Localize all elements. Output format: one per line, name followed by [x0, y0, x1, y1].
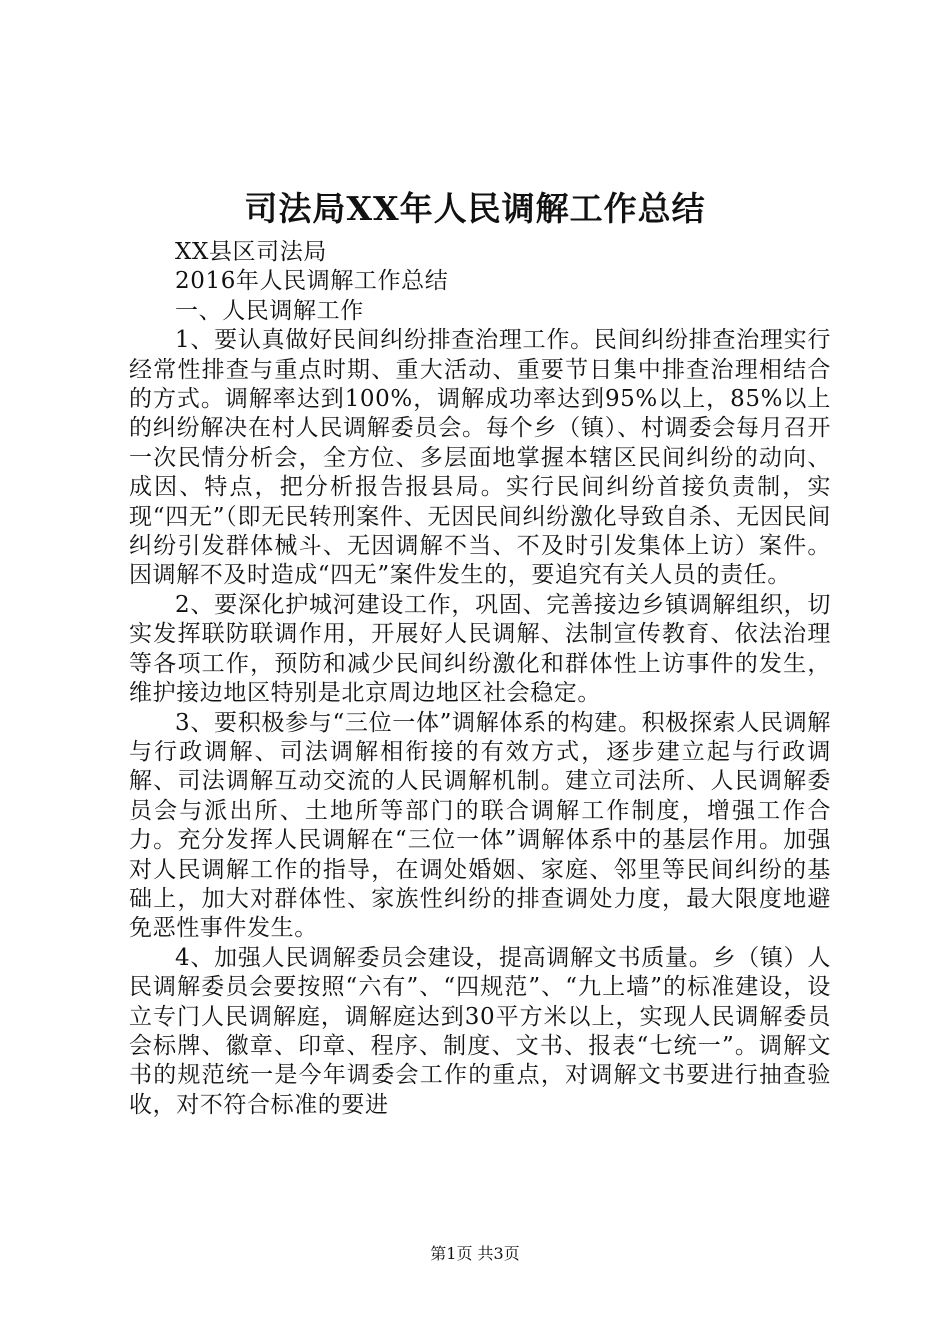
paragraph-2: 2、要深化护城河建设工作，巩固、完善接边乡镇调解组织，切实发挥联防联调作用，开展好人民调解、法制宣传教育、依法治理等各项工作，预防和减少民间纠纷激化和群体性上访事件的发生，维护接边地区特别是北京周边地区社会稳定。	[129, 591, 831, 707]
document-title: 司法局XX年人民调解工作总结	[244, 189, 706, 228]
document-body	[129, 238, 831, 1120]
paragraph-1: 1、要认真做好民间纠纷排查治理工作。民间纠纷排查治理实行经常性排查与重点时期、重大活动、重要节日集中排查治理相结合的方式。调解率达到100%，调解成功率达到95%以上，85%以上的纠纷解决在村人民调解委员会。每个乡（镇）、村调委会每月召开一次民情分析会，全方位、多层面地掌握本辖区民间纠纷的动向、成因、特点，把分析报告报县局。实行民间纠纷首接负责制，实现“四无”（即无民转刑案件、无因民间纠纷激化导致自杀、无因民间纠纷引发群体械斗、无因调解不当、不及时引发集体上访）案件。因调解不及时造成“四无”案件发生的，要追究有关人员的责任。	[129, 327, 831, 589]
section-heading: 一、人民调解工作	[175, 297, 364, 324]
page-footer: 第1页 共3页	[430, 1244, 520, 1263]
paragraph-3: 3、要积极参与“三位一体”调解体系的构建。积极探索人民调解与行政调解、司法调解相衔接的有效方式，逐步建立起与行政调解、司法调解互动交流的人民调解机制。建立司法所、人民调解委员会与派出所、土地所等部门的联合调解工作制度，增强工作合力。充分发挥人民调解在“三位一体”调解体系中的基层作用。加强对人民调解工作的指导，在调处婚姻、家庭、邻里等民间纠纷的基础上，加大对群体性、家族性纠纷的排查调处力度，最大限度地避免恶性事件发生。	[129, 709, 831, 942]
subtitle-line: 2016年人民调解工作总结	[175, 268, 449, 295]
author-line: XX县区司法局	[175, 239, 327, 265]
paragraph-4: 4、加强人民调解委员会建设，提高调解文书质量。乡（镇）人民调解委员会要按照“六有”、“四规范”、“九上墙”的标准建设，设立专门人民调解庭，调解庭达到30平方米以上，实现人民调解委员会标牌、徽章、印章、程序、制度、文书、报表“七统一”。调解文书的规范统一是今年调委会工作的重点，对调解文书要进行抽查验收，对不符合标准的要进	[129, 944, 831, 1118]
